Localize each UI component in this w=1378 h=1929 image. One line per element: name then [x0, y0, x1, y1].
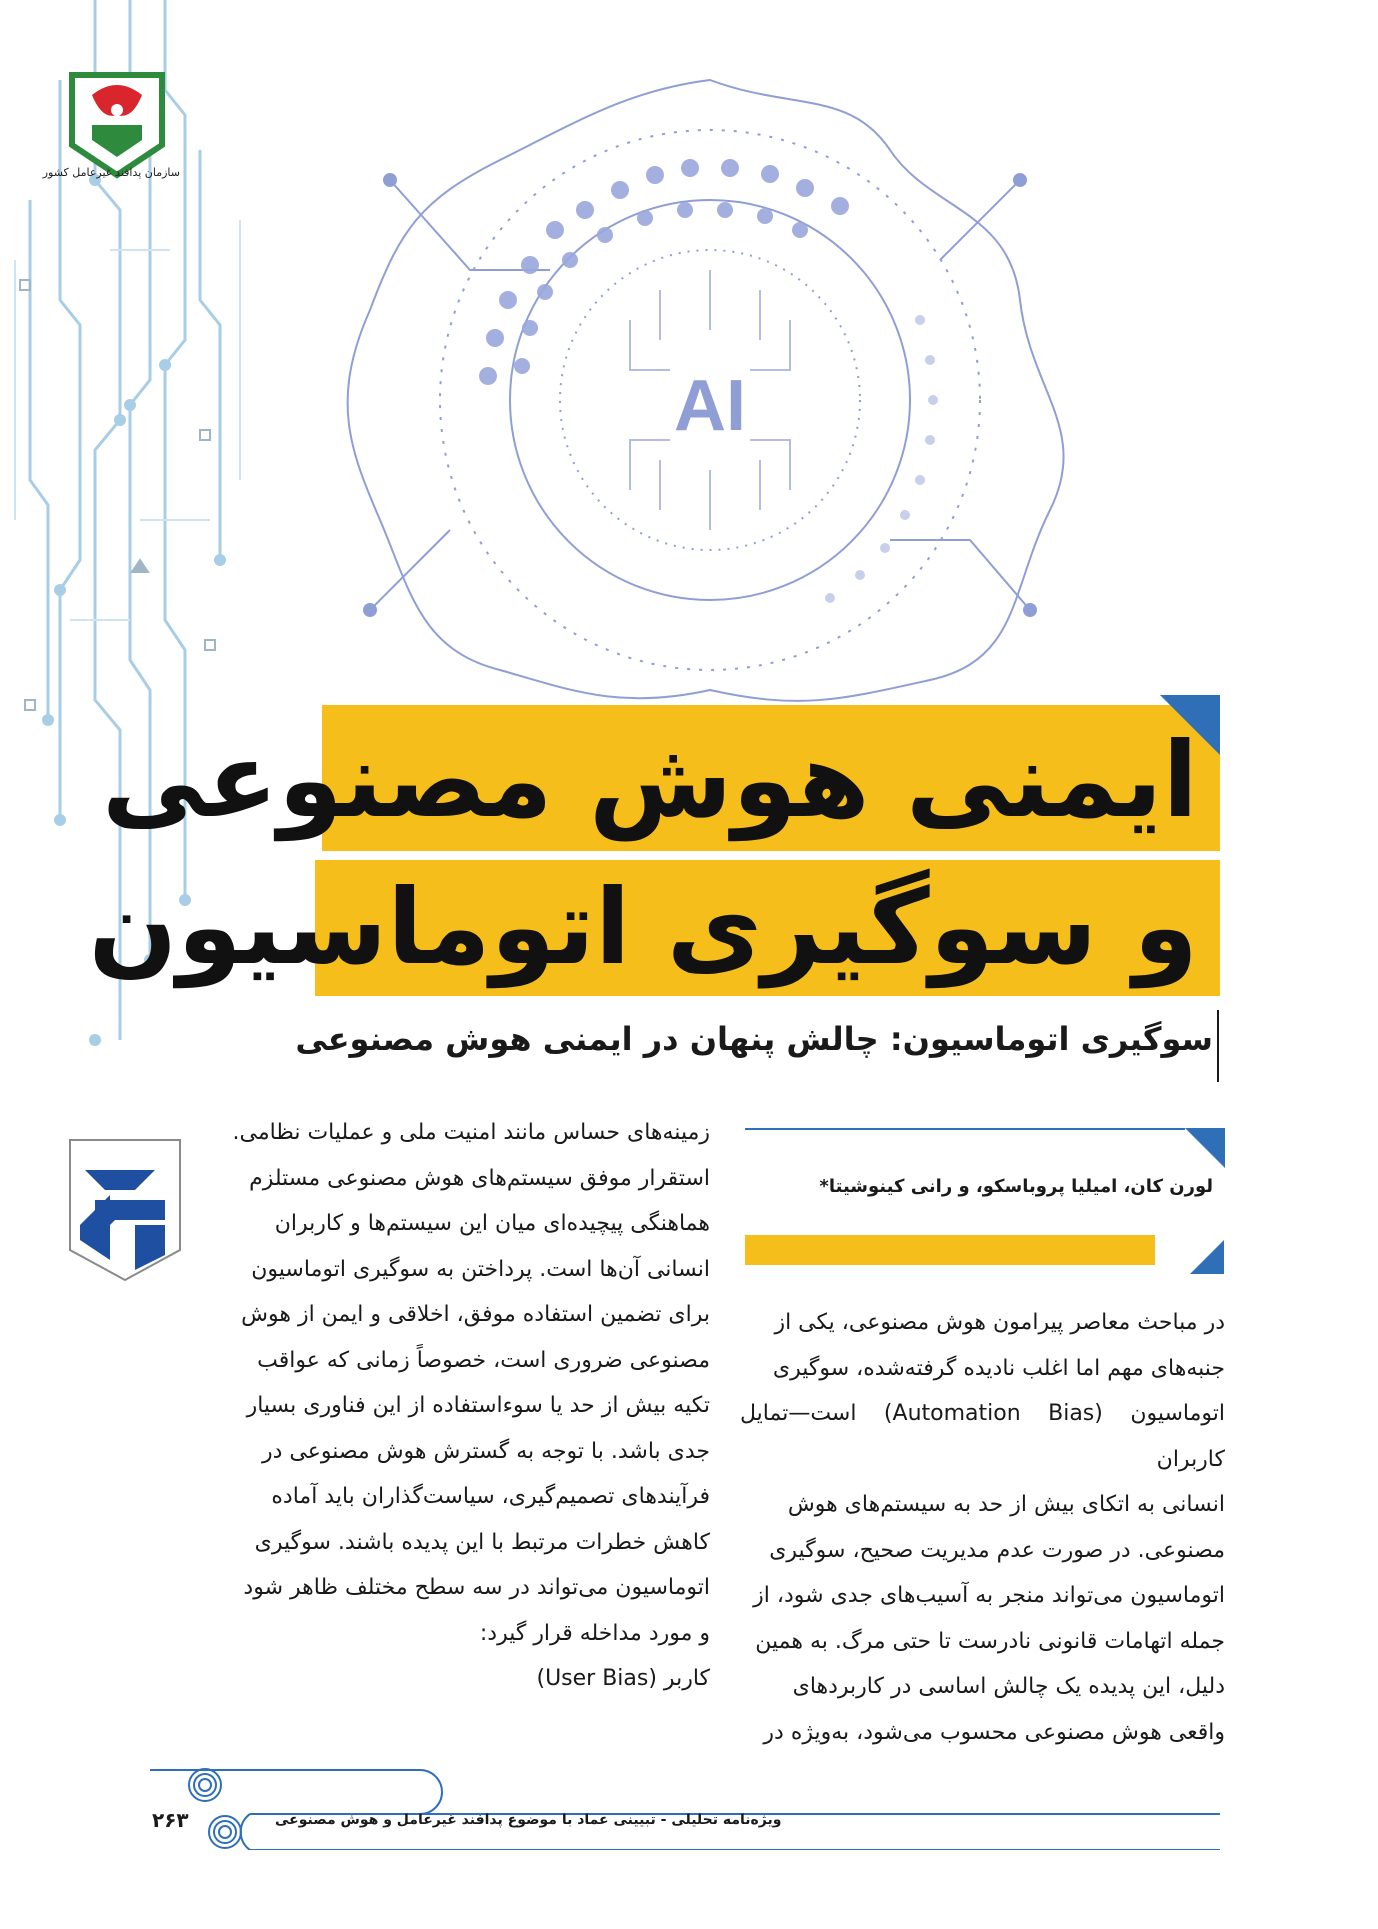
author-rule	[745, 1128, 1185, 1130]
ai-badge: AI	[674, 366, 746, 446]
body-line: واقعی هوش مصنوعی محسوب می‌شود، به‌ویژه در	[763, 1719, 1225, 1745]
subtitle-rule	[1217, 1010, 1219, 1082]
author-highlight	[745, 1235, 1155, 1265]
emad-logo	[55, 1130, 185, 1290]
body-column-right	[740, 1300, 1225, 1755]
body-line: فرآیندهای تصمیم‌گیری، سیاست‌گذاران باید آماده	[271, 1484, 710, 1509]
body-line: جنبه‌های مهم اما اغلب نادیده گرفته‌شده، سوگیری	[772, 1355, 1225, 1381]
body-line: اتوماسیون (Automation Bias) است—تمایل کاربران	[740, 1401, 1226, 1472]
body-line: دلیل، این پدیده یک چالش اساسی در کاربردهای	[792, 1674, 1225, 1699]
page-title-line-1: ایمنی هوش مصنوعی	[101, 719, 1198, 841]
body-line: زمینه‌های حساس مانند امنیت ملی و عملیات نظامی.	[232, 1120, 710, 1145]
page-number: ۲۶۳	[152, 1808, 189, 1832]
authors: لورن کان، امیلیا پروباسکو، و رانی کینوشیتا*	[819, 1176, 1213, 1197]
body-line: اتوماسیون می‌تواند در سه سطح مختلف ظاهر شود	[243, 1575, 710, 1600]
body-line: انسانی آن‌ها است. پرداختن به سوگیری اتوماسیون	[251, 1256, 710, 1282]
footer-decoration	[150, 1760, 1220, 1850]
body-line: و مورد مداخله قرار گیرد:	[479, 1620, 710, 1646]
logo-caption: سازمان پدافند غیرعامل کشور	[42, 166, 180, 179]
body-line: مصنوعی ضروری است، خصوصاً زمانی که عواقب	[257, 1347, 710, 1373]
body-line: در مباحث معاصر پیرامون هوش مصنوعی، یکی از	[774, 1310, 1225, 1335]
body-line: اتوماسیون می‌تواند منجر به آسیب‌های جدی شود، از	[753, 1583, 1225, 1608]
body-line: کاهش خطرات مرتبط با این پدیده باشند. سوگیری	[254, 1529, 710, 1555]
body-line: هماهنگی پیچیده‌ای میان این سیستم‌ها و کاربران	[274, 1211, 710, 1236]
body-line: استقرار موفق سیستم‌های هوش مصنوعی مستلزم	[249, 1165, 710, 1191]
body-line: تکیه بیش از حد یا سوءاستفاده از این فناوری بسیار	[246, 1393, 710, 1418]
body-line: کاربر (User Bias)	[536, 1666, 710, 1691]
subtitle: سوگیری اتوماسیون: چالش پنهان در ایمنی هوش مصنوعی	[295, 1020, 1213, 1058]
author-corner-accent-top	[1185, 1128, 1225, 1168]
body-column-left	[220, 1110, 710, 1702]
body-line: جدی باشد. با توجه به گسترش هوش مصنوعی در	[261, 1438, 710, 1464]
body-line: جمله اتهامات قانونی نادرست تا حتی مرگ. به همین	[755, 1628, 1225, 1654]
author-corner-accent-bottom	[1190, 1240, 1224, 1274]
body-line: انسانی به اتکای بیش از حد به سیستم‌های هوش	[787, 1492, 1225, 1517]
footer-caption: ویژه‌نامه تحلیلی - تبیینی عماد با موضوع پدافند غیرعامل و هوش مصنوعی	[275, 1812, 782, 1828]
body-line: برای تضمین استفاده موفق، اخلاقی و ایمن از هوش	[241, 1302, 710, 1327]
ai-hero-graphic	[330, 70, 1090, 710]
page-title-line-2: و سوگیری اتوماسیون	[88, 866, 1198, 988]
body-line: مصنوعی. در صورت عدم مدیریت صحیح، سوگیری	[769, 1537, 1225, 1563]
